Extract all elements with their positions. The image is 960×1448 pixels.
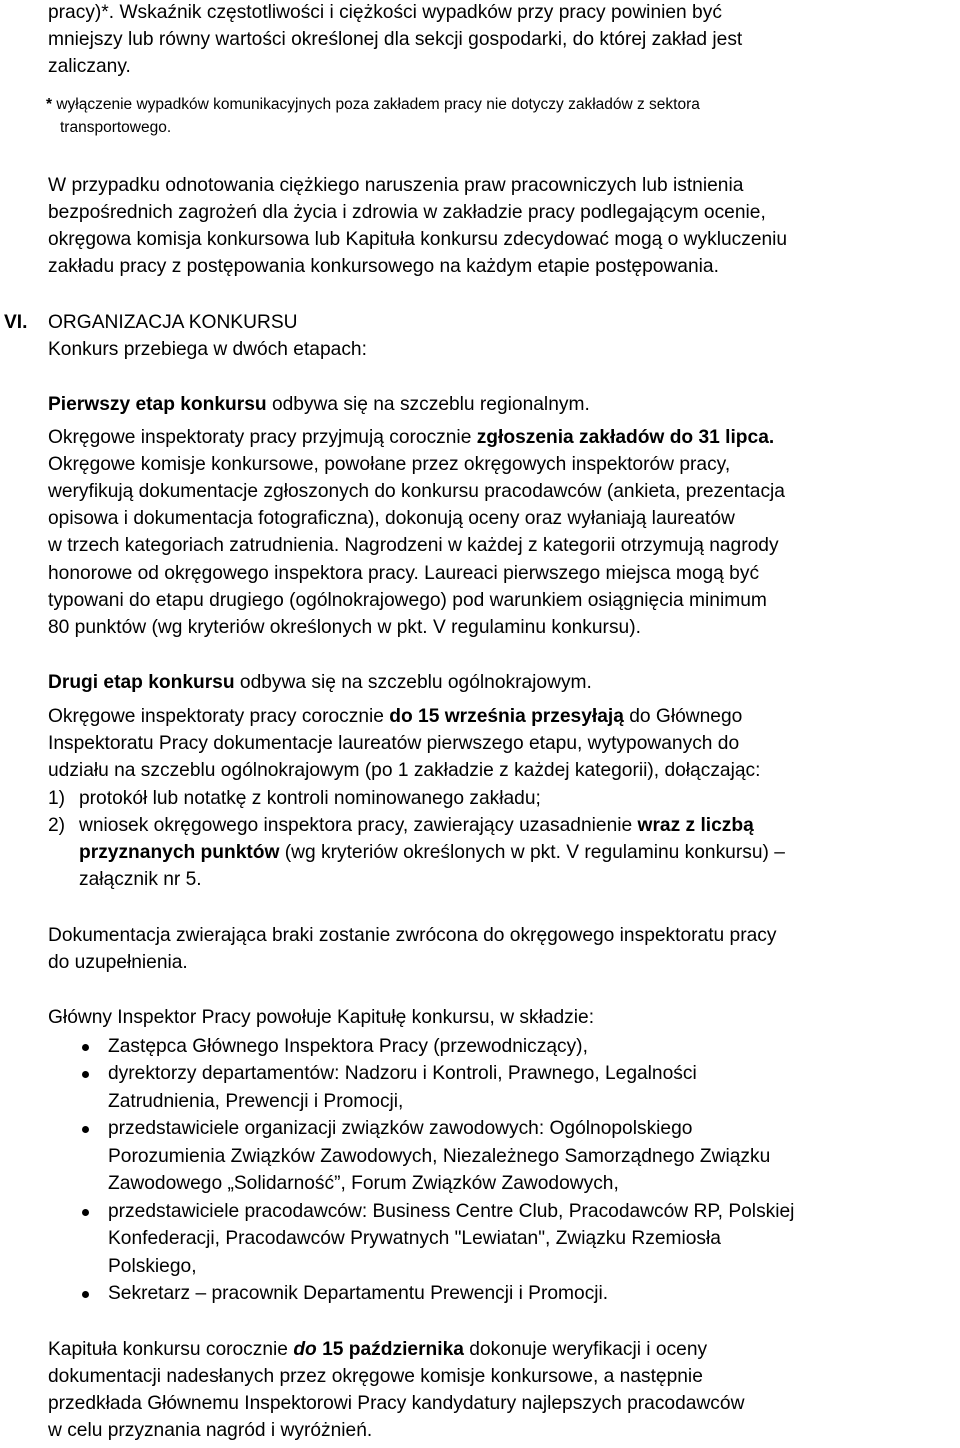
final-text: Kapituła konkursu corocznie bbox=[48, 1339, 294, 1360]
bullet-item-continued: Porozumienia Związków Zawodowych, Niezależnego Samorządnego Związku bbox=[108, 1146, 771, 1167]
stage1-heading bbox=[48, 394, 590, 416]
stage2-text: do Głównego bbox=[623, 706, 743, 727]
list-number: 2) bbox=[48, 815, 66, 836]
final-line: dokumentacji nadesłanych przez okręgowe komisje konkursowe, a następnie bbox=[48, 1366, 703, 1387]
docs-line: do uzupełnienia. bbox=[48, 952, 188, 973]
list-item: protokół lub notatkę z kontroli nominowanego zakładu; bbox=[79, 788, 541, 809]
chapter-intro: Główny Inspektor Pracy powołuje Kapitułę konkursu, w składzie: bbox=[48, 1007, 595, 1028]
bullet-item: dyrektorzy departamentów: Nadzoru i Kontroli, Prawnego, Legalności bbox=[108, 1063, 697, 1084]
list-item-text: wniosek okręgowego inspektora pracy, zawierający uzasadnienie bbox=[79, 815, 638, 836]
intro-line: zaliczany. bbox=[48, 56, 131, 77]
stage2-deadline-bold: do 15 września przesyłają bbox=[389, 706, 624, 727]
stage2-line: udziału na szczeblu ogólnokrajowym (po 1 zakładzie z każdej kategorii), dołączając: bbox=[48, 760, 761, 781]
stage1-deadline-bold: zgłoszenia zakładów do 31 lipca. bbox=[476, 427, 775, 448]
footnote-star: * bbox=[46, 96, 57, 113]
stage1-line: 80 punktów (wg kryteriów określonych w pkt. V regulaminu konkursu). bbox=[48, 617, 641, 638]
final-deadline-bold: 15 października bbox=[316, 1339, 464, 1360]
stage1-line: weryfikują dokumentacje zgłoszonych do konkursu pracodawców (ankieta, prezentacja bbox=[48, 481, 785, 502]
exclusion-line: bezpośrednich zagrożeń dla życia i zdrowia w zakładzie pracy podlegającym ocenie, bbox=[48, 202, 766, 223]
stage1-heading-rest: odbywa się na szczeblu regionalnym. bbox=[266, 394, 590, 415]
stage1-heading-bold: Pierwszy etap konkursu bbox=[48, 394, 267, 415]
bullet-item-continued: Zatrudnienia, Prewencji i Promocji, bbox=[108, 1091, 404, 1112]
final-text: dokonuje weryfikacji i oceny bbox=[463, 1339, 708, 1360]
final-line: przedkłada Głównemu Inspektorowi Pracy kandydatury najlepszych pracodawców bbox=[48, 1393, 745, 1414]
stage1-line: opisowa i dokumentacja fotograficzna), dokonują oceny oraz wyłaniają laureatów bbox=[48, 508, 735, 529]
list-item-continued: załącznik nr 5. bbox=[79, 869, 202, 890]
bullet-icon bbox=[82, 1071, 89, 1078]
stage1-line: honorowe od okręgowego inspektora pracy. Laureaci pierwszego miejsca mogą być bbox=[48, 563, 760, 584]
stage1-deadline-text: Okręgowe inspektoraty pracy przyjmują corocznie bbox=[48, 427, 477, 448]
bullet-item: Sekretarz – pracownik Departamentu Prewencji i Promocji. bbox=[108, 1283, 609, 1304]
section-number: VI. bbox=[4, 312, 28, 333]
stage2-line bbox=[48, 706, 742, 728]
stage2-heading bbox=[48, 672, 592, 694]
intro-line: pracy)*. Wskaźnik częstotliwości i ciężkości wypadków przy pracy powinien być bbox=[48, 2, 722, 23]
list-item bbox=[79, 815, 754, 837]
bullet-item-continued: Zawodowego „Solidarność”, Forum Związków Zawodowych, bbox=[108, 1173, 619, 1194]
stage1-deadline bbox=[48, 427, 774, 449]
list-item-text: (wg kryteriów określonych w pkt. V regulaminu konkursu) – bbox=[279, 842, 785, 863]
exclusion-line: okręgowa komisja konkursowa lub Kapituła konkursu zdecydować mogą o wykluczeniu bbox=[48, 229, 788, 250]
section-subtitle: Konkurs przebiega w dwóch etapach: bbox=[48, 339, 367, 360]
stage1-line: Okręgowe komisje konkursowe, powołane przez okręgowych inspektorów pracy, bbox=[48, 454, 731, 475]
exclusion-line: W przypadku odnotowania ciężkiego naruszenia praw pracowniczych lub istnienia bbox=[48, 175, 744, 196]
section-title: ORGANIZACJA KONKURSU bbox=[48, 312, 298, 333]
stage2-text: Okręgowe inspektoraty pracy corocznie bbox=[48, 706, 390, 727]
bullet-icon bbox=[82, 1044, 89, 1051]
stage2-line: Inspektoratu Pracy dokumentacje laureatów pierwszego etapu, wytypowanych do bbox=[48, 733, 740, 754]
list-item-bold: wraz z liczbą bbox=[637, 815, 754, 836]
bullet-icon bbox=[82, 1126, 89, 1133]
list-number: 1) bbox=[48, 788, 66, 809]
footnote-text: wyłączenie wypadków komunikacyjnych poza zakładem pracy nie dotyczy zakładów z sektora bbox=[56, 96, 700, 113]
list-item-continued bbox=[79, 842, 785, 864]
stage2-heading-bold: Drugi etap konkursu bbox=[48, 672, 235, 693]
bullet-item-continued: Polskiego, bbox=[108, 1256, 197, 1277]
intro-line: mniejszy lub równy wartości określonej dla sekcji gospodarki, do której zakład jest bbox=[48, 29, 743, 50]
footnote-line bbox=[46, 94, 700, 116]
stage1-line: typowani do etapu drugiego (ogólnokrajowego) pod warunkiem osiągnięcia minimum bbox=[48, 590, 767, 611]
bullet-icon bbox=[82, 1209, 89, 1216]
bullet-icon bbox=[82, 1291, 89, 1298]
list-item-bold: przyznanych punktów bbox=[79, 842, 280, 863]
footnote-line: transportowego. bbox=[60, 119, 172, 136]
final-italic-bold: do bbox=[293, 1339, 317, 1360]
bullet-item: przedstawiciele organizacji związków zawodowych: Ogólnopolskiego bbox=[108, 1118, 693, 1139]
final-line: w celu przyznania nagród i wyróżnień. bbox=[48, 1420, 373, 1441]
stage1-line: w trzech kategoriach zatrudnienia. Nagrodzeni w każdej z kategorii otrzymują nagrody bbox=[48, 535, 779, 556]
bullet-item: przedstawiciele pracodawców: Business Centre Club, Pracodawców RP, Polskiej bbox=[108, 1201, 795, 1222]
stage2-heading-rest: odbywa się na szczeblu ogólnokrajowym. bbox=[234, 672, 592, 693]
docs-line: Dokumentacja zwierająca braki zostanie zwrócona do okręgowego inspektoratu pracy bbox=[48, 925, 777, 946]
bullet-item-continued: Konfederacji, Pracodawców Prywatnych "Lewiatan", Związku Rzemiosła bbox=[108, 1228, 721, 1249]
final-line bbox=[48, 1339, 707, 1361]
exclusion-line: zakładu pracy z postępowania konkursowego na każdym etapie postępowania. bbox=[48, 256, 719, 277]
bullet-item: Zastępca Głównego Inspektora Pracy (przewodniczący), bbox=[108, 1036, 588, 1057]
